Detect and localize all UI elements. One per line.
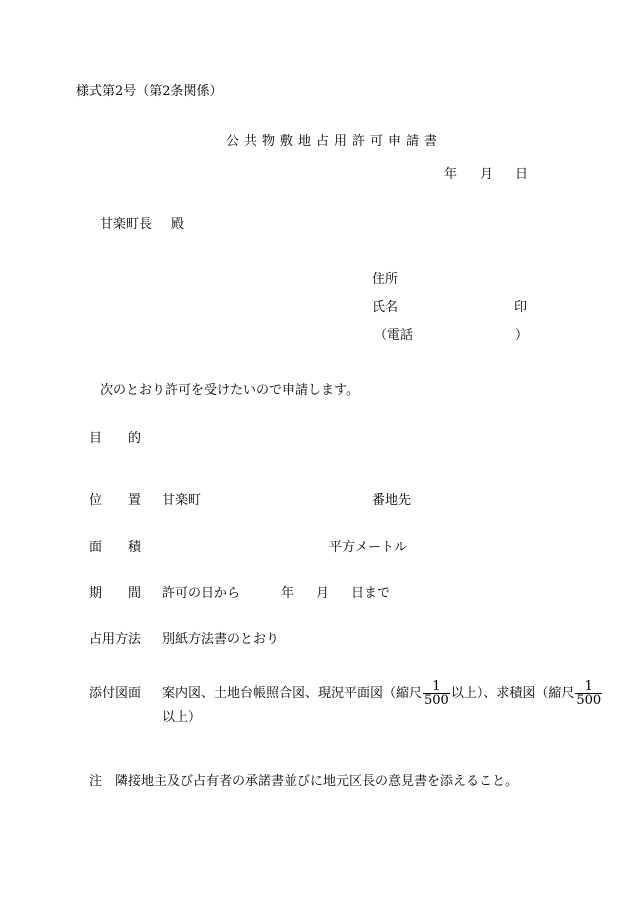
area-unit: 平方メートル	[329, 540, 408, 555]
location-suffix: 番地先	[372, 493, 412, 508]
note-label: 注	[89, 774, 103, 789]
intro-text: 次のとおり許可を受けたいので申請します。	[100, 383, 359, 398]
addressee-name: 甘楽町長	[100, 217, 153, 232]
period-label: 期 間	[89, 586, 142, 601]
phone-label: （電話	[374, 328, 414, 343]
attachments-label: 添付図面	[89, 686, 142, 701]
attachments-text-2: 以上）、求積図（縮尺	[450, 686, 575, 701]
scale-denominator-2: 500	[576, 693, 602, 708]
addressee-honorific: 殿	[171, 217, 185, 232]
period-year: 年	[281, 586, 295, 601]
document-title: 公共物敷地占用許可申請書	[226, 134, 443, 149]
name-label: 氏名	[372, 300, 399, 315]
attachments-text-3: 以上）	[162, 710, 202, 725]
purpose-label: 目 的	[89, 431, 142, 446]
method-value: 別紙方法書のとおり	[162, 632, 280, 647]
seal-mark: 印	[514, 300, 528, 315]
date-month: 月	[480, 167, 494, 182]
scale-numerator: 1	[423, 680, 450, 694]
attachments-text-1: 案内図、土地台帳照合図、現況平面図（縮尺	[162, 686, 423, 701]
period-from: 許可の日から	[162, 586, 241, 601]
scale-fraction-2	[575, 680, 602, 707]
address-label: 住所	[372, 272, 399, 287]
form-number: 様式第2号（第2条関係）	[76, 84, 223, 99]
scale-fraction	[423, 680, 450, 707]
attachments-line-1	[162, 678, 603, 710]
period-month: 月	[316, 586, 330, 601]
location-label: 位 置	[89, 493, 142, 508]
period-until: 日まで	[351, 586, 391, 601]
scale-numerator-2: 1	[575, 680, 602, 694]
note-text: 隣接地主及び占有者の承諾書並びに地元区長の意見書を添えること。	[115, 774, 519, 789]
area-label: 面 積	[89, 540, 142, 555]
scale-denominator: 500	[424, 693, 449, 708]
date-day: 日	[515, 167, 529, 182]
date-year: 年	[444, 167, 458, 182]
location-town: 甘楽町	[162, 493, 202, 508]
method-label: 占用方法	[89, 632, 142, 647]
phone-close: ）	[515, 328, 529, 343]
